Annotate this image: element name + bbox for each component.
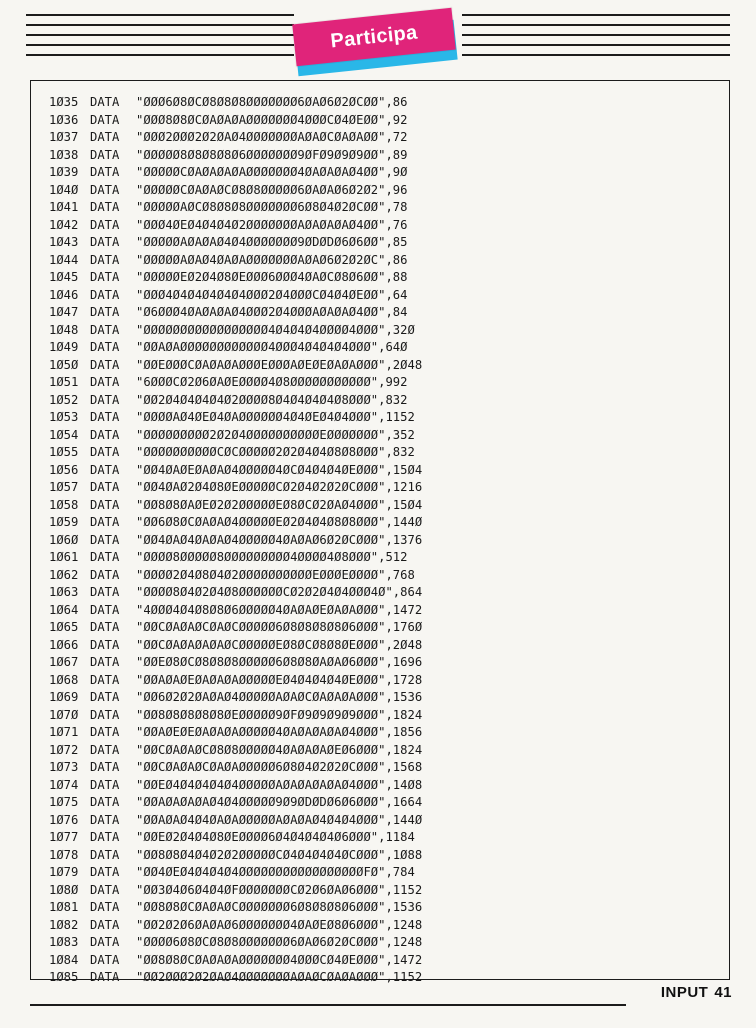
keyword: DATA	[90, 270, 120, 284]
keyword: DATA	[90, 305, 120, 319]
data-values: "ØØØØØAØAØ4ØAØAØØØØØØØAØAØ6Ø2Ø2ØC",86	[136, 252, 408, 267]
data-values: "ØØØØØØØØØ2Ø2Ø4ØØØØØØØØØØEØØØØØØØ",352	[136, 427, 415, 442]
line-number: 1Ø65	[49, 620, 79, 634]
data-values: "ØØAØAØ4Ø4ØAØAØØØØØAØAØAØ4Ø4Ø4ØØØ",144Ø	[136, 812, 423, 827]
listing-line	[49, 917, 422, 935]
listing-line	[49, 707, 422, 725]
line-number: 1Ø73	[49, 760, 79, 774]
line-number: 1Ø36	[49, 112, 79, 127]
listing-line	[49, 672, 422, 690]
data-values: "ØØ8Ø8ØAØEØ2Ø2ØØØØØEØ8ØCØ2ØAØ4ØØØ",15Ø4	[136, 497, 423, 512]
line-number: 1Ø47	[49, 305, 79, 319]
data-values: "ØØ8Ø8ØCØAØAØCØØØØØØØ6Ø8Ø8Ø8Ø6ØØØ",1536	[136, 900, 423, 914]
listing-line	[49, 812, 422, 830]
keyword: DATA	[90, 812, 120, 827]
line-number: 1Ø64	[49, 602, 79, 617]
keyword: DATA	[90, 742, 120, 757]
data-values: "ØØ2Ø4Ø4Ø4Ø4Ø2ØØØØ8Ø4Ø4Ø4Ø4Ø8ØØØ",832	[136, 392, 408, 407]
listing-line	[49, 724, 422, 742]
line-number: 1Ø52	[49, 392, 79, 407]
data-values: "ØØØØ8Ø4Ø2Ø4Ø8ØØØØØØCØ2Ø2Ø4Ø4ØØØ4Ø",864	[136, 585, 423, 599]
footer-rule	[30, 1004, 626, 1006]
listing-line	[49, 952, 422, 970]
data-values: "ØØØØØCØAØAØAØAØØØØØØØ4ØAØAØAØ4ØØ",9Ø	[136, 165, 408, 179]
keyword: DATA	[90, 112, 120, 127]
listing-line	[49, 427, 422, 445]
listing-line	[49, 882, 422, 900]
data-values: "ØØ2ØØØ2Ø2ØAØ4ØØØØØØØAØAØCØAØAØØØ",1152	[136, 970, 423, 984]
listing-line	[49, 829, 422, 847]
listing-line	[49, 654, 422, 672]
data-values: "ØØØØØEØ2Ø4Ø8ØEØØØ6ØØØ4ØAØCØ8Ø6ØØ",88	[136, 270, 408, 284]
listing-line	[49, 357, 422, 375]
data-values: "ØØØØ6Ø8ØCØ8Ø8ØØØØØØØ6ØAØ6Ø2ØCØØØ",1248	[136, 935, 423, 949]
keyword: DATA	[90, 445, 120, 459]
data-values: "ØØØ4ØEØ4Ø4Ø4Ø2ØØØØØØØAØAØAØAØ4ØØ",76	[136, 217, 408, 232]
line-number: 1Ø42	[49, 217, 79, 232]
line-number: 1Ø56	[49, 462, 79, 477]
keyword: DATA	[90, 322, 120, 337]
data-values: "ØØ8Ø8Ø8Ø8Ø8ØEØØØØØ9ØFØ9Ø9Ø9Ø9ØØØ",1824	[136, 707, 423, 722]
line-number: 1Ø49	[49, 340, 79, 354]
listing-line	[49, 392, 422, 410]
data-values: "ØØØØAØ4ØEØ4ØAØØØØØØ4Ø4ØEØ4Ø4ØØØ",1152	[136, 410, 415, 424]
line-number: 1Ø84	[49, 952, 79, 967]
line-number: 1Ø43	[49, 235, 79, 249]
magazine-name: INPUT	[660, 984, 709, 1001]
keyword: DATA	[90, 375, 120, 389]
listing-line	[49, 94, 422, 112]
listing-line	[49, 409, 422, 427]
line-number: 1Ø62	[49, 567, 79, 582]
keyword: DATA	[90, 777, 120, 792]
keyword: DATA	[90, 532, 120, 547]
keyword: DATA	[90, 952, 120, 967]
keyword: DATA	[90, 462, 120, 477]
data-values: "ØØEØ8ØCØ8Ø8Ø8ØØØØØ6Ø8Ø8ØAØAØ6ØØØ",1696	[136, 655, 423, 669]
line-number: 1Ø53	[49, 410, 79, 424]
keyword: DATA	[90, 760, 120, 774]
keyword: DATA	[90, 235, 120, 249]
data-values: "ØØØ6Ø8ØCØ8Ø8Ø8ØØØØØØØ6ØAØ6Ø2ØCØØ",86	[136, 95, 408, 109]
listing-line	[49, 199, 422, 217]
keyword: DATA	[90, 252, 120, 267]
line-number: 1Ø55	[49, 445, 79, 459]
listing-line	[49, 182, 422, 200]
data-values: "ØØØØØAØAØAØ4Ø4ØØØØØØØ9ØDØDØ6Ø6ØØ",85	[136, 235, 408, 249]
listing-line	[49, 934, 422, 952]
line-number: 1Ø78	[49, 847, 79, 862]
line-number: 1Ø66	[49, 637, 79, 652]
keyword: DATA	[90, 690, 120, 704]
line-number: 1Ø5Ø	[49, 357, 79, 372]
data-values: "ØØØ8Ø8ØCØAØAØAØØØØØØØ4ØØØCØ4ØEØØ",92	[136, 112, 408, 127]
keyword: DATA	[90, 725, 120, 739]
header-rules-left	[26, 14, 294, 58]
keyword: DATA	[90, 830, 120, 844]
listing-line	[49, 287, 422, 305]
listing-line	[49, 532, 422, 550]
data-values: "ØØØØØCØAØAØCØ8Ø8ØØØØØ6ØAØAØ6Ø2Ø2",96	[136, 182, 408, 197]
line-number: 1Ø59	[49, 515, 79, 529]
data-values: "ØØ6Ø8ØCØAØAØ4ØØØØØEØ2Ø4Ø4Ø8Ø8ØØØ",144Ø	[136, 515, 423, 529]
data-values: "ØØ4ØAØ2Ø4Ø8ØEØØØØØCØ2Ø4Ø2Ø2ØCØØØ",1216	[136, 480, 423, 494]
keyword: DATA	[90, 410, 120, 424]
data-values: "ØØ2Ø2Ø6ØAØAØ6ØØØØØØØ4ØAØEØ8Ø6ØØØ",1248	[136, 917, 423, 932]
keyword: DATA	[90, 672, 120, 687]
data-values: "ØØAØAØAØAØ4Ø4ØØØØØ9Ø9ØDØDØ6Ø6ØØØ",1664	[136, 795, 423, 809]
data-values: "ØØCØAØAØCØAØAØØØØØ6Ø8Ø4Ø2Ø2ØCØØØ",1568	[136, 760, 423, 774]
listing-line	[49, 497, 422, 515]
line-number: 1Ø35	[49, 95, 79, 109]
keyword: DATA	[90, 585, 120, 599]
keyword: DATA	[90, 602, 120, 617]
listing-line	[49, 479, 422, 497]
data-values: "4ØØØ4Ø4Ø8Ø8Ø6ØØØØØ4ØAØAØEØAØAØØØ",1472	[136, 602, 423, 617]
line-number: 1Ø46	[49, 287, 79, 302]
program-listing	[49, 94, 422, 987]
line-number: 1Ø44	[49, 252, 79, 267]
keyword: DATA	[90, 200, 120, 214]
listing-line	[49, 899, 422, 917]
listing-line	[49, 794, 422, 812]
listing-line	[49, 742, 422, 760]
listing-line	[49, 374, 422, 392]
data-values: "Ø6ØØØ4ØAØAØAØ4ØØØ2Ø4ØØØAØAØAØ4ØØ",84	[136, 305, 408, 319]
data-values: "ØØEØ4Ø4Ø4Ø4Ø4ØØØØØAØAØAØAØAØ4ØØØ",14Ø8	[136, 777, 423, 792]
listing-line	[49, 619, 422, 637]
line-number: 1Ø67	[49, 655, 79, 669]
line-number: 1Ø48	[49, 322, 79, 337]
listing-line	[49, 444, 422, 462]
keyword: DATA	[90, 147, 120, 162]
line-number: 1Ø72	[49, 742, 79, 757]
data-values: "ØØAØEØEØAØAØAØØØØØ4ØAØAØAØAØ4ØØØ",1856	[136, 725, 423, 739]
listing-line	[49, 637, 422, 655]
data-values: "ØØAØAØØØØØØØØØØØØ4ØØØ4Ø4Ø4Ø4ØØØ",64Ø	[136, 340, 408, 354]
data-values: "ØØ6Ø2Ø2ØAØAØ4ØØØØØAØAØCØAØAØAØØØ",1536	[136, 690, 423, 704]
line-number: 1Ø74	[49, 777, 79, 792]
listing-line	[49, 164, 422, 182]
line-number: 1Ø37	[49, 130, 79, 144]
line-number: 1Ø54	[49, 427, 79, 442]
listing-line	[49, 847, 422, 865]
keyword: DATA	[90, 340, 120, 354]
listing-line	[49, 129, 422, 147]
line-number: 1Ø75	[49, 795, 79, 809]
listing-line	[49, 777, 422, 795]
section-tab-label: Participa	[329, 21, 419, 52]
line-number: 1Ø39	[49, 165, 79, 179]
line-number: 1Ø4Ø	[49, 182, 79, 197]
keyword: DATA	[90, 550, 120, 564]
data-values: "ØØCØAØAØAØAØCØØØØØEØ8ØCØ8Ø8ØEØØØ",2Ø48	[136, 637, 423, 652]
keyword: DATA	[90, 655, 120, 669]
data-values: "ØØCØAØAØCØAØCØØØØØ6Ø8Ø8Ø8Ø8Ø6ØØØ",176Ø	[136, 620, 423, 634]
keyword: DATA	[90, 287, 120, 302]
line-number: 1Ø45	[49, 270, 79, 284]
keyword: DATA	[90, 130, 120, 144]
section-tab	[284, 10, 470, 70]
keyword: DATA	[90, 427, 120, 442]
listing-line	[49, 864, 422, 882]
listing-line	[49, 514, 422, 532]
line-number: 1Ø51	[49, 375, 79, 389]
listing-line	[49, 112, 422, 130]
line-number: 1Ø57	[49, 480, 79, 494]
keyword: DATA	[90, 357, 120, 372]
keyword: DATA	[90, 637, 120, 652]
keyword: DATA	[90, 882, 120, 897]
data-values: "ØØEØ2Ø4Ø4Ø8ØEØØØØ6Ø4Ø4Ø4Ø4Ø6ØØØ",1184	[136, 830, 415, 844]
line-number: 1Ø77	[49, 830, 79, 844]
keyword: DATA	[90, 480, 120, 494]
data-values: "6ØØØCØ2Ø6ØAØEØØØØ4Ø8ØØØØØØØØØØØ",992	[136, 375, 408, 389]
line-number: 1Ø85	[49, 970, 79, 984]
listing-line	[49, 234, 422, 252]
keyword: DATA	[90, 182, 120, 197]
line-number: 1Ø38	[49, 147, 79, 162]
data-values: "ØØAØAØEØAØAØAØØØØØEØ4Ø4Ø4Ø4ØEØØØ",1728	[136, 672, 423, 687]
keyword: DATA	[90, 865, 120, 879]
listing-line	[49, 304, 422, 322]
data-values: "ØØØ4Ø4Ø4Ø4Ø4Ø4ØØØ2Ø4ØØØCØ4Ø4ØEØØ",64	[136, 287, 408, 302]
header-rules-right	[462, 14, 730, 58]
line-number: 1Ø83	[49, 935, 79, 949]
keyword: DATA	[90, 900, 120, 914]
keyword: DATA	[90, 497, 120, 512]
keyword: DATA	[90, 620, 120, 634]
line-number: 1Ø41	[49, 200, 79, 214]
data-values: "ØØØØØØØØØØØØØØØØØ4Ø4Ø4Ø4ØØØØ4ØØØ",32Ø	[136, 322, 415, 337]
line-number: 1Ø63	[49, 585, 79, 599]
listing-line	[49, 969, 422, 987]
listing-line	[49, 147, 422, 165]
line-number: 1Ø58	[49, 497, 79, 512]
listing-line	[49, 252, 422, 270]
line-number: 1Ø71	[49, 725, 79, 739]
listing-line	[49, 322, 422, 340]
data-values: "ØØ3Ø4Ø6Ø4Ø4ØFØØØØØØØCØ2Ø6ØAØ6ØØØ",1152	[136, 882, 423, 897]
keyword: DATA	[90, 217, 120, 232]
data-values: "ØØØ2ØØØ2Ø2ØAØ4ØØØØØØØAØAØCØAØAØØ",72	[136, 130, 408, 144]
listing-line	[49, 269, 422, 287]
data-values: "ØØEØØØCØAØAØAØØØEØØØAØEØEØAØAØØØ",2Ø48	[136, 357, 423, 372]
data-values: "ØØ8Ø8Ø4Ø4Ø2Ø2ØØØØØCØ4Ø4Ø4Ø4ØCØØØ",1Ø88	[136, 847, 423, 862]
keyword: DATA	[90, 567, 120, 582]
page-footer	[661, 984, 732, 1001]
line-number: 1Ø61	[49, 550, 79, 564]
data-values: "ØØØØØAØCØ8Ø8Ø8ØØØØØØØ6Ø8Ø4Ø2ØCØØ",78	[136, 200, 408, 214]
keyword: DATA	[90, 165, 120, 179]
data-values: "ØØ4ØAØEØAØAØ4ØØØØØ4ØCØ4Ø4Ø4ØEØØØ",15Ø4	[136, 462, 423, 477]
data-values: "ØØØØØØØØØØCØCØØØØØ2Ø2Ø4Ø4Ø8Ø8ØØØ",832	[136, 445, 415, 459]
data-values: "ØØØØ2Ø4Ø8Ø4Ø2ØØØØØØØØØØEØØØEØØØØ",768	[136, 567, 415, 582]
keyword: DATA	[90, 515, 120, 529]
data-values: "ØØCØAØAØCØ8Ø8ØØØØØ4ØAØAØAØEØ6ØØØ",1824	[136, 742, 423, 757]
keyword: DATA	[90, 707, 120, 722]
line-number: 1Ø6Ø	[49, 532, 79, 547]
data-values: "ØØ8Ø8ØCØAØAØAØØØØØØØ4ØØØCØ4ØEØØØ",1472	[136, 952, 423, 967]
data-values: "ØØ4ØEØ4Ø4Ø4Ø4ØØØØØØØØØØØØØØØØØFØ",784	[136, 865, 415, 879]
listing-line	[49, 339, 422, 357]
data-values: "ØØØØ8ØØØØØ8ØØØØØØØØØ4ØØØØ4Ø8ØØØ",512	[136, 550, 408, 564]
line-number: 1Ø8Ø	[49, 882, 79, 897]
listing-line	[49, 602, 422, 620]
line-number: 1Ø76	[49, 812, 79, 827]
keyword: DATA	[90, 392, 120, 407]
line-number: 1Ø7Ø	[49, 707, 79, 722]
listing-line	[49, 462, 422, 480]
listing-line	[49, 759, 422, 777]
listing-line	[49, 584, 422, 602]
data-values: "ØØ4ØAØ4ØAØAØ4ØØØØØ4ØAØAØ6Ø2ØCØØØ",1376	[136, 532, 423, 547]
keyword: DATA	[90, 935, 120, 949]
keyword: DATA	[90, 95, 120, 109]
listing-line	[49, 217, 422, 235]
data-values: "ØØØØØ8Ø8Ø8Ø8Ø6ØØØØØØØ9ØFØ9Ø9Ø9ØØ",89	[136, 147, 408, 162]
keyword: DATA	[90, 847, 120, 862]
keyword: DATA	[90, 970, 120, 984]
listing-line	[49, 567, 422, 585]
listing-line	[49, 689, 422, 707]
line-number: 1Ø82	[49, 917, 79, 932]
keyword: DATA	[90, 795, 120, 809]
listing-line	[49, 549, 422, 567]
line-number: 1Ø69	[49, 690, 79, 704]
line-number: 1Ø81	[49, 900, 79, 914]
page-number: 41	[714, 984, 732, 1001]
line-number: 1Ø68	[49, 672, 79, 687]
keyword: DATA	[90, 917, 120, 932]
line-number: 1Ø79	[49, 865, 79, 879]
